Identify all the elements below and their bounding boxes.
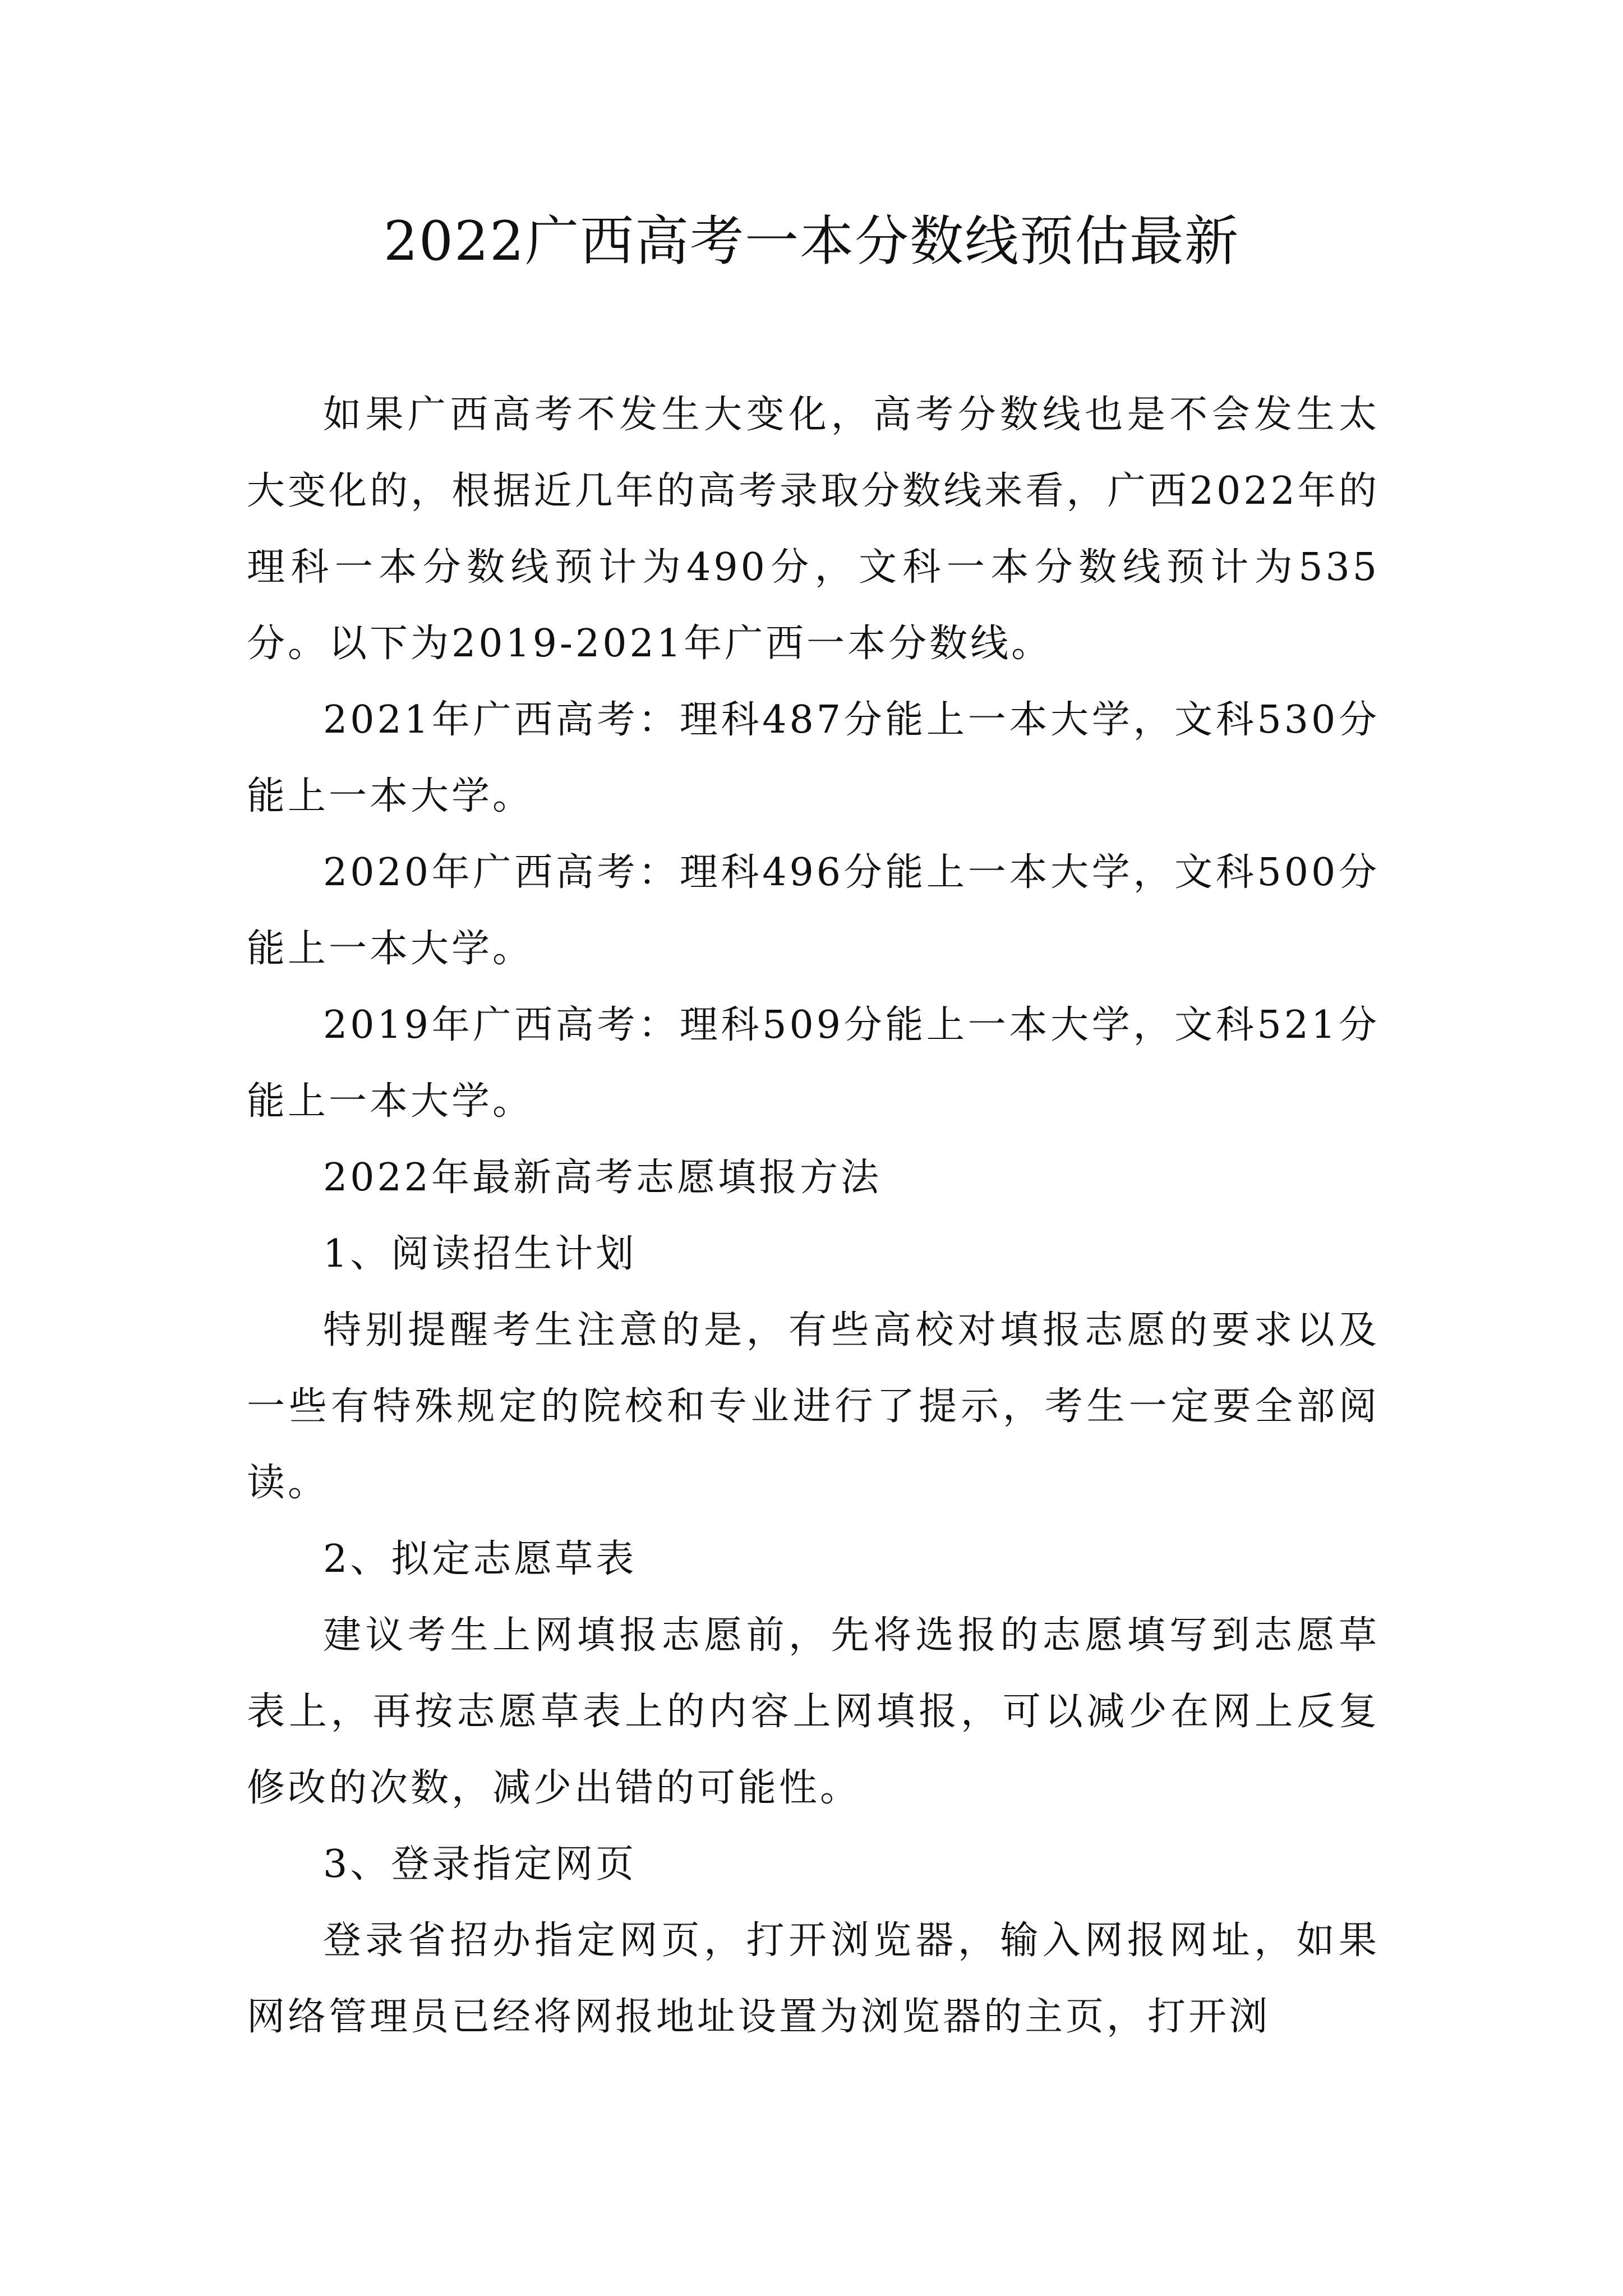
- paragraph-step-2: 建议考生上网填报志愿前，先将选报的志愿填写到志愿草表上，再按志愿草表上的内容上网填报，可以减少在网上反复修改的次数，减少出错的可能性。: [247, 1613, 1380, 1810]
- step-heading-3: 3、登录指定网页: [323, 1842, 637, 1887]
- paragraph-2021-scores: 2021年广西高考：理科487分能上一本大学，文科530分能上一本大学。: [247, 698, 1380, 818]
- section-heading-methods: 2022年最新高考志愿填报方法: [323, 1156, 882, 1200]
- step-heading-1: 1、阅读招生计划: [323, 1232, 637, 1276]
- paragraph-intro: 如果广西高考不发生大变化，高考分数线也是不会发生太大变化的，根据近几年的高考录取分数线来看，广西2022年的理科一本分数线预计为490分，文科一本分数线预计为535分。以下为2019-2021年广西一本分数线。: [247, 393, 1380, 666]
- paragraph-2019-scores: 2019年广西高考：理科509分能上一本大学，文科521分能上一本大学。: [247, 1003, 1380, 1124]
- paragraph-step-1: 特别提醒考生注意的是，有些高校对填报志愿的要求以及一些有特殊规定的院校和专业进行了提示，考生一定要全部阅读。: [247, 1308, 1380, 1505]
- step-heading-2: 2、拟定志愿草表: [323, 1537, 637, 1581]
- paragraph-2020-scores: 2020年广西高考：理科496分能上一本大学，文科500分能上一本大学。: [247, 850, 1380, 971]
- document-title: 2022广西高考一本分数线预估最新: [383, 210, 1240, 273]
- paragraph-step-3: 登录省招办指定网页，打开浏览器，输入网报网址，如果网络管理员已经将网报地址设置为浏览器的主页，打开浏: [247, 1918, 1380, 2039]
- document-body: [247, 377, 1380, 2055]
